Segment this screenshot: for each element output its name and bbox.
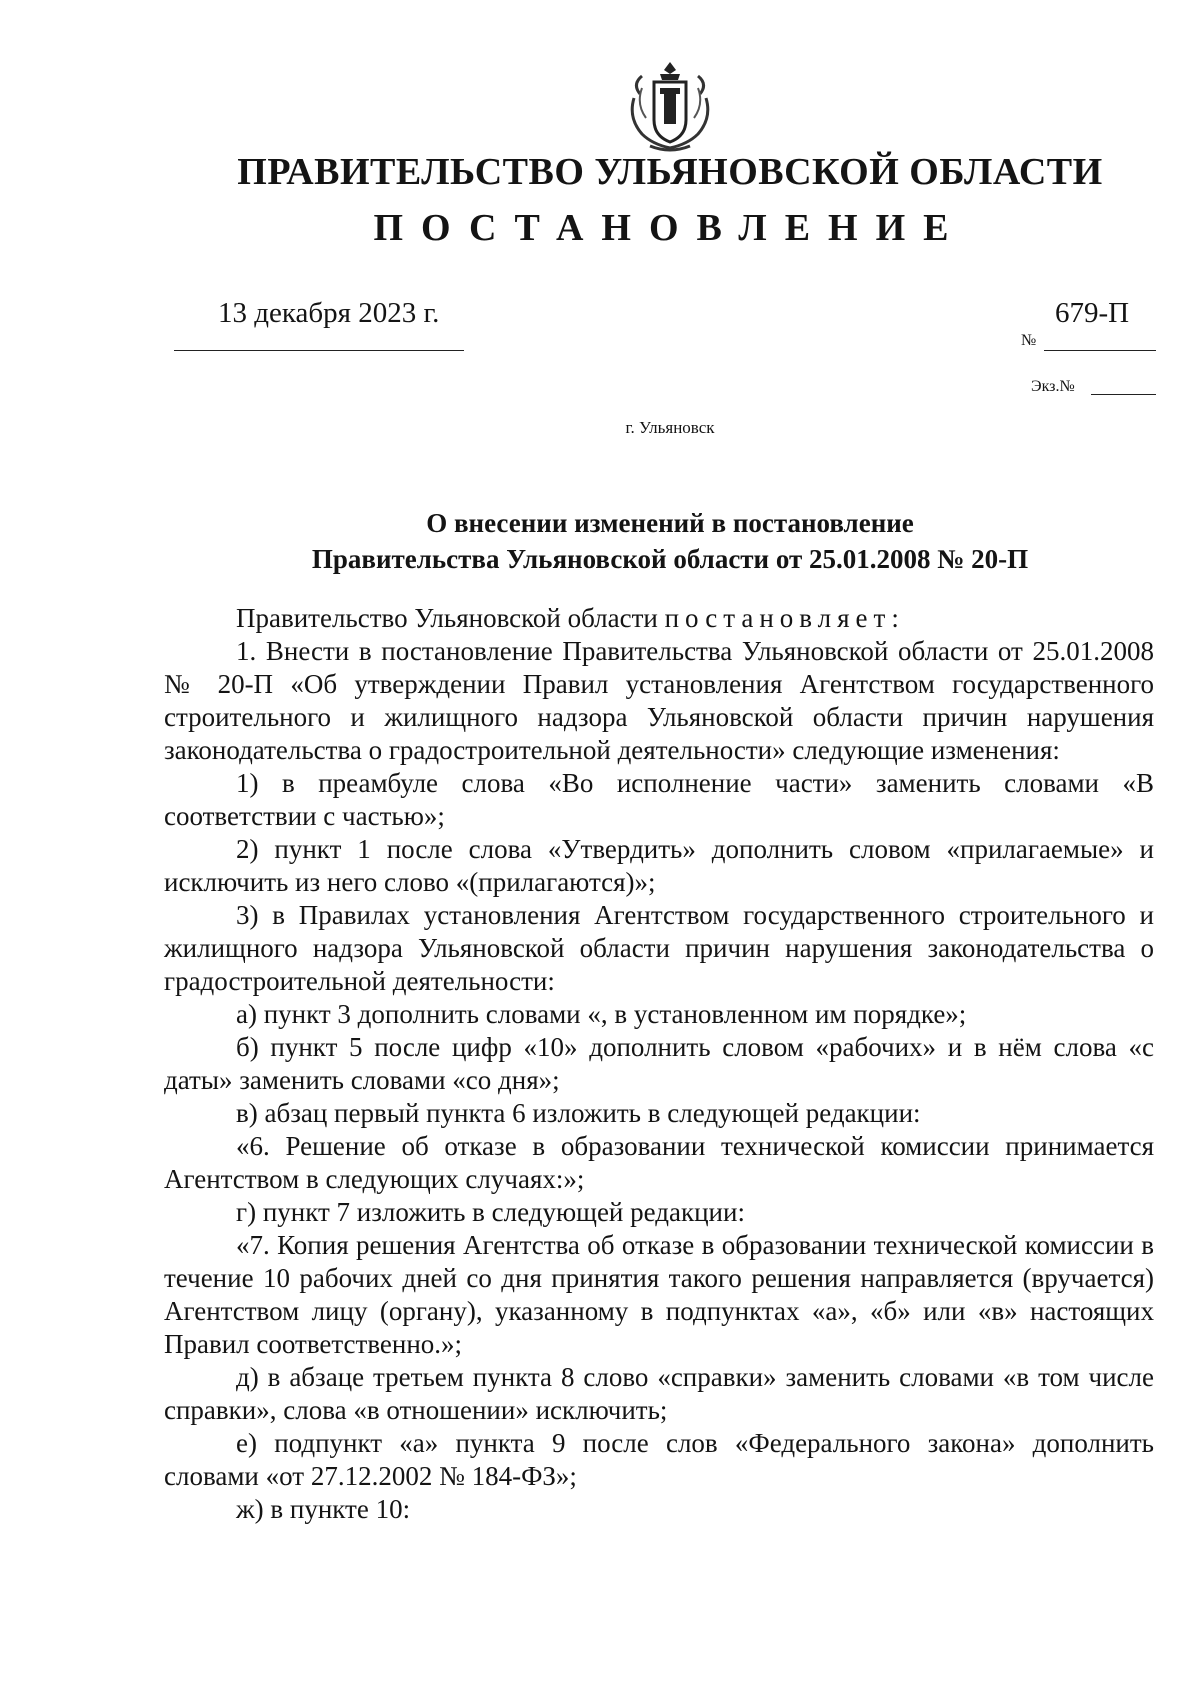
intro-text: Правительство Ульяновской области	[236, 603, 658, 633]
body-paragraph: б) пункт 5 после цифр «10» дополнить словом «рабочих» и в нём слова «с даты» заменить словами «со дня»;	[164, 1032, 1154, 1095]
document-kind-title: ПОСТАНОВЛЕНИЕ	[373, 207, 967, 249]
subject-line-2: Правительства Ульяновской области от 25.01.2008 № 20-П	[311, 544, 1029, 574]
number-label: №	[1021, 332, 1037, 349]
intro-paragraph	[164, 602, 1154, 635]
body-paragraph: 1. Внести в постановление Правительства Ульяновской области от 25.01.2008 № 20-П «Об утверждении Правил установления Агентством государственного строительного и жилищного надзора Ульяновской области причин нарушения законодательства о градостроительной деятельности» следующие изменения:	[164, 636, 1154, 765]
date-underline	[174, 350, 464, 351]
copy-number-underline	[1091, 394, 1156, 395]
body-paragraph: 2) пункт 1 после слова «Утвердить» дополнить словом «прилагаемые» и исключить из него слово «(прилагаются)»;	[164, 834, 1154, 897]
body-paragraph: «6. Решение об отказе в образовании технической комиссии принимается Агентством в следующих случаях:»;	[164, 1131, 1154, 1194]
body-paragraph: «7. Копия решения Агентства об отказе в образовании технической комиссии в течение 10 рабочих дней со дня принятия такого решения направляется (вручается) Агентством лицу (органу), указанному в подпунктах «а», «б» или «в» настоящих Правил соответственно.»;	[164, 1230, 1154, 1359]
subject-line-1: О внесении изменений в постановление	[426, 508, 914, 538]
document-date: 13 декабря 2023 г.	[218, 297, 440, 329]
organization-title: ПРАВИТЕЛЬСТВО УЛЬЯНОВСКОЙ ОБЛАСТИ	[237, 151, 1103, 193]
document-number: 679-П	[1055, 297, 1130, 329]
body-paragraph: е) подпункт «а» пункта 9 после слов «Федерального закона» дополнить словами «от 27.12.2002 № 184-ФЗ»;	[164, 1428, 1154, 1491]
body-paragraph: 3) в Правилах установления Агентством государственного строительного и жилищного надзора Ульяновской области причин нарушения законодательства о градостроительной деятельности:	[164, 900, 1154, 996]
intro-verb: постановляет:	[664, 603, 905, 633]
number-underline	[1044, 350, 1156, 351]
copy-number-label: Экз.№	[1031, 378, 1075, 395]
body-paragraph: д) в абзаце третьем пункта 8 слово «справки» заменить словами «в том числе справки», слова «в отношении» исключить;	[164, 1362, 1154, 1425]
body-paragraph: 1) в преамбуле слова «Во исполнение части» заменить словами «В соответствии с частью»;	[164, 768, 1154, 831]
body-paragraph: в) абзац первый пункта 6 изложить в следующей редакции:	[236, 1098, 921, 1128]
body-paragraph: а) пункт 3 дополнить словами «, в установленном им порядке»;	[236, 999, 967, 1029]
document-body	[164, 602, 1154, 1526]
body-paragraph: ж) в пункте 10:	[236, 1494, 411, 1524]
document-subject	[0, 505, 1200, 577]
city-label: г. Ульяновск	[625, 418, 715, 437]
coat-of-arms-icon	[620, 58, 720, 158]
body-paragraph: г) пункт 7 изложить в следующей редакции:	[236, 1197, 745, 1227]
